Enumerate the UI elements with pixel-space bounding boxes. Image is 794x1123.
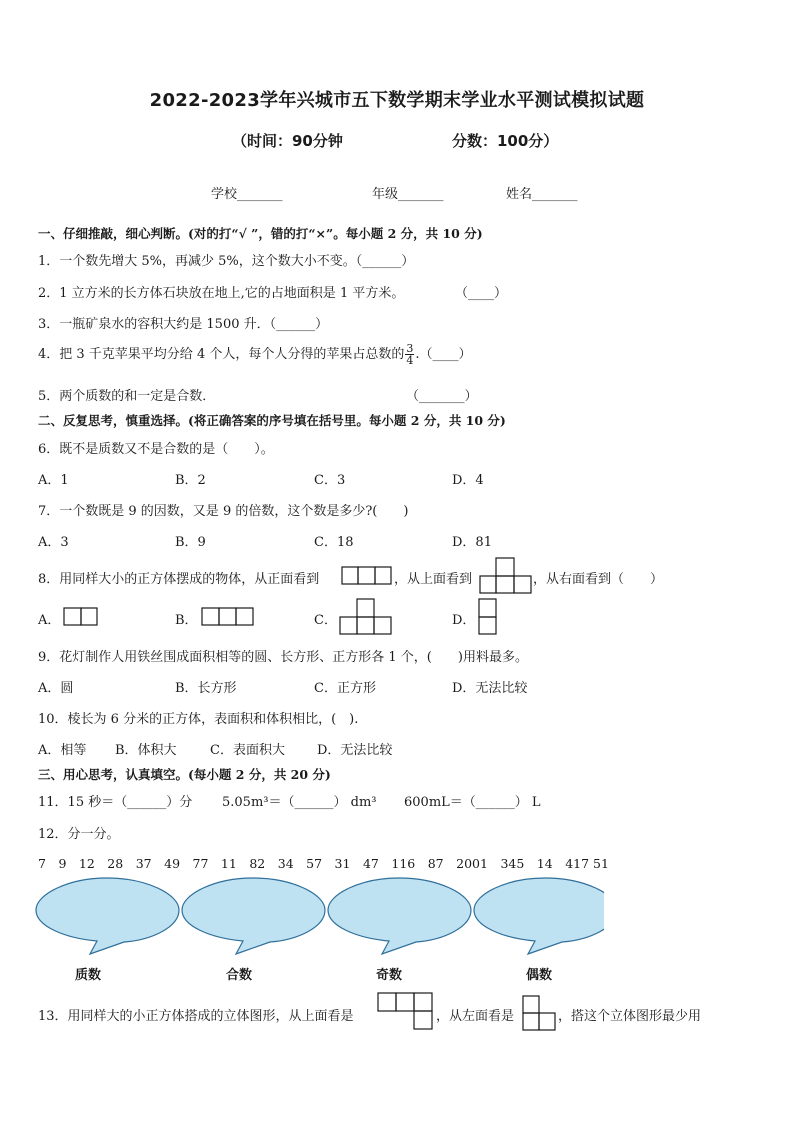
question-5: 5．两个质数的和一定是合数． — [38, 389, 216, 404]
q8-option-a[interactable]: A． — [38, 613, 61, 628]
label-prime: 质数 — [75, 968, 102, 983]
question-8-text-a: 8．用同样大小的正方体摆成的物体，从正面看到 — [38, 572, 320, 587]
section2-heading: 二、反复思考，慎重选择。(将正确答案的序号填在括号里。每小题 2 分，共 10 分) — [38, 413, 506, 428]
option-a-figure — [63, 607, 99, 627]
q13-left-view-figure — [522, 995, 558, 1033]
bubble-composite — [182, 878, 325, 954]
q9-option-c[interactable]: C．正方形 — [314, 681, 376, 696]
option-d-figure — [478, 598, 498, 636]
section3-heading: 三、用心思考，认真填空。(每小题 2 分，共 20 分) — [38, 767, 331, 782]
option-b-figure — [201, 607, 255, 627]
school-field[interactable]: 学校_______ — [211, 187, 283, 202]
fraction-denominator: 4 — [406, 354, 414, 367]
q7-option-c[interactable]: C．18 — [314, 535, 354, 550]
page-title: 2022-2023学年兴城市五下数学期末学业水平测试模拟试题 — [149, 90, 645, 111]
number-list: 7 9 12 28 37 49 77 11 82 34 57 31 47 116 87 2001 345 14 417 51 — [38, 856, 609, 871]
speech-bubbles — [34, 874, 604, 956]
q13-top-view-figure — [377, 992, 435, 1032]
question-11-part-2: 5.05m³＝（______） dm³ — [222, 795, 377, 810]
q7-option-b[interactable]: B．9 — [175, 535, 206, 550]
question-7: 7．一个数既是 9 的因数，又是 9 的倍数，这个数是多少?( ) — [38, 504, 409, 519]
question-4-blank[interactable]: .（____） — [415, 347, 472, 362]
question-9: 9．花灯制作人用铁丝围成面积相等的圆、长方形、正方形各 1 个，( )用料最多。 — [38, 650, 528, 665]
q7-option-a[interactable]: A．3 — [38, 535, 69, 550]
bubble-even — [474, 878, 604, 954]
question-13-text-b: ，从左面看是 — [436, 1009, 515, 1024]
question-8-text-b: ，从上面看到 — [394, 572, 473, 587]
fraction-numerator: 3 — [406, 342, 414, 355]
question-1: 1．一个数先增大 5%，再减少 5%，这个数大小不变。（______） — [38, 254, 415, 269]
bubble-odd — [328, 878, 471, 954]
question-4-text: 4．把 3 千克苹果平均分给 4 个人，每个人分得的苹果占总数的 — [38, 347, 405, 362]
question-6: 6．既不是质数又不是合数的是（ ）。 — [38, 442, 274, 457]
top-view-figure — [479, 557, 533, 595]
question-8-text-c: ，从右面看到（ ） — [533, 572, 664, 587]
front-view-figure — [341, 566, 393, 586]
question-11-part-1: 11．15 秒＝（______）分 — [38, 795, 193, 810]
q7-option-d[interactable]: D．81 — [452, 535, 492, 550]
question-12: 12．分一分。 — [38, 827, 120, 842]
question-5-blank[interactable]: （_______） — [406, 389, 478, 404]
q10-option-b[interactable]: B．体积大 — [115, 743, 177, 758]
q6-option-d[interactable]: D．4 — [452, 473, 484, 488]
section1-heading: 一、仔细推敲，细心判断。(对的打“√ ”，错的打“×”。每小题 2 分，共 10 分) — [38, 226, 483, 241]
question-13-text-c: ，搭这个立体图形最少用 — [558, 1009, 702, 1024]
exam-time: （时间：90分钟 — [232, 132, 343, 150]
q8-option-c[interactable]: C． — [314, 613, 337, 628]
bubble-prime — [36, 878, 179, 954]
q6-option-b[interactable]: B．2 — [175, 473, 206, 488]
q6-option-a[interactable]: A．1 — [38, 473, 69, 488]
question-2: 2．1 立方米的长方体石块放在地上,它的占地面积是 1 平方米。 — [38, 286, 405, 301]
label-odd: 奇数 — [376, 968, 403, 983]
q9-option-b[interactable]: B．长方形 — [175, 681, 237, 696]
question-4 — [38, 343, 471, 366]
q8-option-d[interactable]: D． — [452, 613, 476, 628]
question-13-text-a: 13．用同样大的小正方体搭成的立体图形，从上面看是 — [38, 1009, 354, 1024]
question-11-part-3: 600mL＝（______） L — [404, 795, 541, 810]
fraction-3-4 — [405, 343, 414, 366]
q9-option-d[interactable]: D．无法比较 — [452, 681, 528, 696]
q8-option-b[interactable]: B． — [175, 613, 198, 628]
grade-field[interactable]: 年级_______ — [372, 187, 444, 202]
exam-score: 分数：100分） — [452, 132, 559, 150]
q10-option-d[interactable]: D．无法比较 — [317, 743, 393, 758]
option-c-figure — [339, 598, 393, 636]
label-composite: 合数 — [226, 968, 253, 983]
question-2-blank[interactable]: （____） — [455, 286, 508, 301]
q10-option-c[interactable]: C．表面积大 — [210, 743, 285, 758]
q10-option-a[interactable]: A．相等 — [38, 743, 87, 758]
question-10: 10．棱长为 6 分米的正方体，表面积和体积相比，( ). — [38, 712, 359, 727]
q6-option-c[interactable]: C．3 — [314, 473, 346, 488]
label-even: 偶数 — [526, 968, 553, 983]
question-3: 3．一瓶矿泉水的容积大约是 1500 升．（______） — [38, 317, 329, 332]
name-field[interactable]: 姓名_______ — [506, 187, 578, 202]
q9-option-a[interactable]: A．圆 — [38, 681, 74, 696]
